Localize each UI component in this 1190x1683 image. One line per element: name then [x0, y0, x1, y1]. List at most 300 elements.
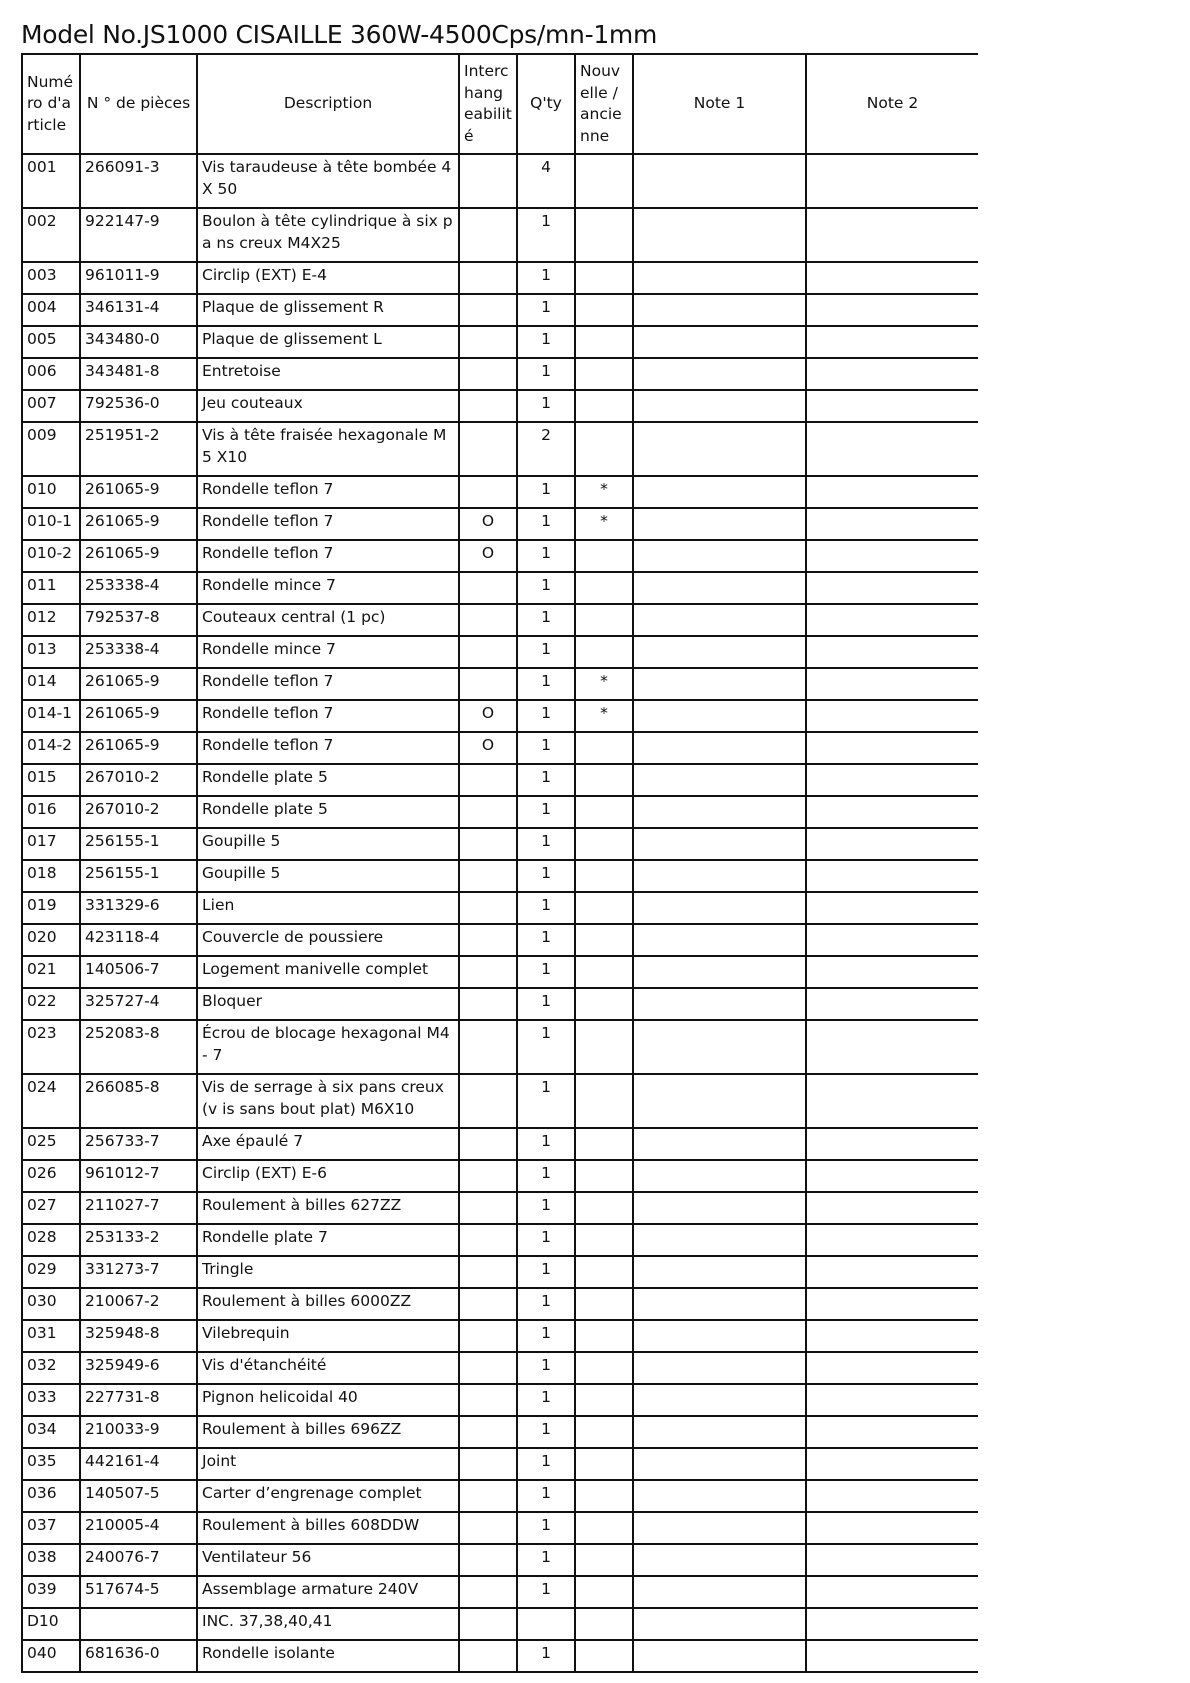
cell-interchangeability: [459, 1020, 517, 1074]
cell-new-old: [575, 796, 633, 828]
cell-quantity: 1: [517, 1448, 575, 1480]
parts-table-body: [22, 154, 978, 1672]
cell-interchangeability: [459, 390, 517, 422]
cell-description: Entretoise: [197, 358, 459, 390]
cell-item-number: 022: [22, 988, 80, 1020]
cell-quantity: 1: [517, 764, 575, 796]
cell-note-1: [633, 924, 806, 956]
cell-note-1: [633, 1160, 806, 1192]
cell-note-2: [806, 358, 978, 390]
cell-note-1: [633, 1192, 806, 1224]
cell-interchangeability: [459, 636, 517, 668]
cell-note-1: [633, 1128, 806, 1160]
cell-note-2: [806, 1256, 978, 1288]
cell-note-1: [633, 1020, 806, 1074]
cell-note-2: [806, 796, 978, 828]
cell-part-number: 922147-9: [80, 208, 197, 262]
cell-note-1: [633, 732, 806, 764]
cell-interchangeability: [459, 1576, 517, 1608]
cell-new-old: [575, 208, 633, 262]
cell-item-number: 034: [22, 1416, 80, 1448]
cell-part-number: 343480-0: [80, 326, 197, 358]
cell-item-number: 036: [22, 1480, 80, 1512]
cell-new-old: [575, 892, 633, 924]
cell-quantity: 1: [517, 208, 575, 262]
cell-item-number: 012: [22, 604, 80, 636]
cell-description: Rondelle isolante: [197, 1640, 459, 1672]
cell-item-number: 014-2: [22, 732, 80, 764]
table-row: [22, 1416, 978, 1448]
table-row: [22, 154, 978, 208]
cell-description: Vis à tête fraisée hexagonale M5 X10: [197, 422, 459, 476]
cell-description: Jeu couteaux: [197, 390, 459, 422]
cell-item-number: 031: [22, 1320, 80, 1352]
cell-interchangeability: [459, 326, 517, 358]
table-row: [22, 422, 978, 476]
cell-new-old: [575, 1320, 633, 1352]
cell-item-number: 019: [22, 892, 80, 924]
cell-item-number: 007: [22, 390, 80, 422]
cell-part-number: 256733-7: [80, 1128, 197, 1160]
cell-part-number: 256155-1: [80, 828, 197, 860]
table-row: [22, 1480, 978, 1512]
cell-description: Rondelle teflon 7: [197, 508, 459, 540]
cell-note-2: [806, 828, 978, 860]
cell-new-old: [575, 1074, 633, 1128]
cell-part-number: 343481-8: [80, 358, 197, 390]
column-header-item-number: Numé ro d'a rticle: [22, 54, 80, 154]
cell-interchangeability: [459, 1480, 517, 1512]
cell-item-number: 038: [22, 1544, 80, 1576]
cell-item-number: 039: [22, 1576, 80, 1608]
column-header-interchangeability: Interc hang eabilit é: [459, 54, 517, 154]
cell-interchangeability: [459, 796, 517, 828]
cell-interchangeability: [459, 1416, 517, 1448]
cell-quantity: 1: [517, 828, 575, 860]
cell-item-number: 025: [22, 1128, 80, 1160]
cell-quantity: [517, 1608, 575, 1640]
cell-description: Rondelle plate 5: [197, 796, 459, 828]
cell-new-old: [575, 1352, 633, 1384]
cell-note-1: [633, 892, 806, 924]
cell-item-number: 001: [22, 154, 80, 208]
cell-interchangeability: O: [459, 732, 517, 764]
cell-interchangeability: [459, 1320, 517, 1352]
cell-description: Circlip (EXT) E-4: [197, 262, 459, 294]
cell-description: Plaque de glissement R: [197, 294, 459, 326]
cell-description: Roulement à billes 627ZZ: [197, 1192, 459, 1224]
cell-quantity: 1: [517, 1224, 575, 1256]
cell-part-number: 792536-0: [80, 390, 197, 422]
cell-part-number: 961011-9: [80, 262, 197, 294]
table-row: [22, 1448, 978, 1480]
cell-note-2: [806, 294, 978, 326]
cell-item-number: 013: [22, 636, 80, 668]
cell-description: INC. 37,38,40,41: [197, 1608, 459, 1640]
cell-interchangeability: [459, 572, 517, 604]
cell-part-number: 325949-6: [80, 1352, 197, 1384]
cell-part-number: 331273-7: [80, 1256, 197, 1288]
cell-note-2: [806, 1608, 978, 1640]
cell-note-2: [806, 700, 978, 732]
cell-note-2: [806, 572, 978, 604]
cell-description: Rondelle teflon 7: [197, 476, 459, 508]
cell-note-1: [633, 1640, 806, 1672]
cell-new-old: *: [575, 700, 633, 732]
cell-part-number: 681636-0: [80, 1640, 197, 1672]
cell-note-2: [806, 956, 978, 988]
cell-interchangeability: [459, 1384, 517, 1416]
cell-note-1: [633, 262, 806, 294]
column-header-note-2: Note 2: [806, 54, 978, 154]
cell-part-number: 792537-8: [80, 604, 197, 636]
cell-note-1: [633, 636, 806, 668]
cell-quantity: 1: [517, 1512, 575, 1544]
cell-description: Couvercle de poussiere: [197, 924, 459, 956]
cell-item-number: 010-1: [22, 508, 80, 540]
cell-item-number: 026: [22, 1160, 80, 1192]
cell-note-1: [633, 1320, 806, 1352]
cell-note-1: [633, 476, 806, 508]
cell-interchangeability: [459, 956, 517, 988]
cell-quantity: 1: [517, 1128, 575, 1160]
cell-quantity: 1: [517, 1352, 575, 1384]
cell-note-1: [633, 860, 806, 892]
cell-interchangeability: [459, 1128, 517, 1160]
cell-description: Écrou de blocage hexagonal M4- 7: [197, 1020, 459, 1074]
cell-description: Tringle: [197, 1256, 459, 1288]
cell-note-2: [806, 1384, 978, 1416]
cell-quantity: 1: [517, 1384, 575, 1416]
cell-quantity: 1: [517, 1288, 575, 1320]
cell-description: Rondelle mince 7: [197, 572, 459, 604]
cell-new-old: [575, 1160, 633, 1192]
cell-interchangeability: O: [459, 700, 517, 732]
cell-part-number: 253338-4: [80, 636, 197, 668]
cell-note-2: [806, 1352, 978, 1384]
cell-quantity: 1: [517, 262, 575, 294]
cell-note-2: [806, 1320, 978, 1352]
cell-note-1: [633, 956, 806, 988]
cell-quantity: 1: [517, 476, 575, 508]
cell-note-1: [633, 1074, 806, 1128]
cell-quantity: 1: [517, 1320, 575, 1352]
cell-quantity: 1: [517, 732, 575, 764]
cell-quantity: 1: [517, 1576, 575, 1608]
table-row: [22, 1544, 978, 1576]
cell-interchangeability: [459, 1192, 517, 1224]
cell-quantity: 1: [517, 1416, 575, 1448]
table-row: [22, 1352, 978, 1384]
cell-interchangeability: [459, 1448, 517, 1480]
cell-note-2: [806, 154, 978, 208]
cell-note-2: [806, 1020, 978, 1074]
cell-note-2: [806, 1576, 978, 1608]
column-header-quantity: Q'ty: [517, 54, 575, 154]
table-row: [22, 1288, 978, 1320]
cell-new-old: *: [575, 476, 633, 508]
cell-note-2: [806, 732, 978, 764]
cell-note-2: [806, 1192, 978, 1224]
table-row: [22, 796, 978, 828]
table-row: [22, 1020, 978, 1074]
cell-item-number: 029: [22, 1256, 80, 1288]
cell-note-1: [633, 1576, 806, 1608]
cell-note-1: [633, 668, 806, 700]
cell-interchangeability: [459, 1160, 517, 1192]
cell-description: Rondelle teflon 7: [197, 540, 459, 572]
table-row: [22, 860, 978, 892]
cell-note-1: [633, 1480, 806, 1512]
table-row: [22, 390, 978, 422]
cell-item-number: 040: [22, 1640, 80, 1672]
cell-description: Rondelle teflon 7: [197, 700, 459, 732]
cell-new-old: [575, 636, 633, 668]
cell-note-1: [633, 1352, 806, 1384]
cell-part-number: 325727-4: [80, 988, 197, 1020]
cell-note-2: [806, 422, 978, 476]
cell-note-1: [633, 294, 806, 326]
cell-part-number: 251951-2: [80, 422, 197, 476]
cell-note-2: [806, 604, 978, 636]
cell-item-number: 037: [22, 1512, 80, 1544]
cell-interchangeability: O: [459, 508, 517, 540]
cell-note-1: [633, 1512, 806, 1544]
cell-note-2: [806, 860, 978, 892]
cell-description: Lien: [197, 892, 459, 924]
cell-note-1: [633, 604, 806, 636]
cell-part-number: 253338-4: [80, 572, 197, 604]
cell-note-2: [806, 262, 978, 294]
cell-quantity: 1: [517, 700, 575, 732]
cell-description: Axe épaulé 7: [197, 1128, 459, 1160]
column-header-new-old: Nouv elle / ancie nne: [575, 54, 633, 154]
cell-item-number: 017: [22, 828, 80, 860]
cell-note-1: [633, 540, 806, 572]
cell-part-number: [80, 1608, 197, 1640]
cell-interchangeability: [459, 668, 517, 700]
cell-note-2: [806, 1448, 978, 1480]
cell-part-number: 961012-7: [80, 1160, 197, 1192]
cell-quantity: 1: [517, 358, 575, 390]
cell-note-2: [806, 988, 978, 1020]
table-row: [22, 294, 978, 326]
cell-new-old: [575, 828, 633, 860]
cell-note-1: [633, 1288, 806, 1320]
cell-new-old: [575, 1384, 633, 1416]
cell-note-1: [633, 154, 806, 208]
cell-interchangeability: [459, 358, 517, 390]
cell-note-2: [806, 636, 978, 668]
cell-quantity: 1: [517, 796, 575, 828]
cell-part-number: 261065-9: [80, 508, 197, 540]
cell-part-number: 211027-7: [80, 1192, 197, 1224]
cell-new-old: [575, 1020, 633, 1074]
cell-part-number: 256155-1: [80, 860, 197, 892]
cell-note-1: [633, 208, 806, 262]
column-header-description: Description: [197, 54, 459, 154]
cell-interchangeability: [459, 476, 517, 508]
cell-item-number: D10: [22, 1608, 80, 1640]
cell-part-number: 266091-3: [80, 154, 197, 208]
cell-note-1: [633, 422, 806, 476]
cell-part-number: 267010-2: [80, 764, 197, 796]
cell-new-old: [575, 988, 633, 1020]
cell-description: Roulement à billes 6000ZZ: [197, 1288, 459, 1320]
cell-description: Roulement à billes 608DDW: [197, 1512, 459, 1544]
cell-new-old: [575, 1256, 633, 1288]
cell-item-number: 027: [22, 1192, 80, 1224]
cell-part-number: 253133-2: [80, 1224, 197, 1256]
cell-interchangeability: [459, 1352, 517, 1384]
table-row: [22, 956, 978, 988]
cell-interchangeability: [459, 1544, 517, 1576]
cell-description: Plaque de glissement L: [197, 326, 459, 358]
parts-table: [21, 53, 978, 1673]
cell-description: Logement manivelle complet: [197, 956, 459, 988]
cell-interchangeability: [459, 604, 517, 636]
cell-note-2: [806, 476, 978, 508]
table-row: [22, 262, 978, 294]
cell-quantity: 1: [517, 860, 575, 892]
cell-part-number: 517674-5: [80, 1576, 197, 1608]
cell-description: Vis de serrage à six pans creux (v is sans bout plat) M6X10: [197, 1074, 459, 1128]
cell-note-2: [806, 1480, 978, 1512]
cell-quantity: 1: [517, 540, 575, 572]
cell-item-number: 032: [22, 1352, 80, 1384]
cell-part-number: 261065-9: [80, 476, 197, 508]
cell-note-1: [633, 1224, 806, 1256]
cell-new-old: [575, 572, 633, 604]
cell-part-number: 252083-8: [80, 1020, 197, 1074]
cell-quantity: 1: [517, 1160, 575, 1192]
cell-note-2: [806, 326, 978, 358]
table-row: [22, 1512, 978, 1544]
cell-description: Assemblage armature 240V: [197, 1576, 459, 1608]
table-row: [22, 1256, 978, 1288]
cell-note-1: [633, 572, 806, 604]
cell-interchangeability: [459, 764, 517, 796]
table-row: [22, 208, 978, 262]
cell-description: Joint: [197, 1448, 459, 1480]
cell-interchangeability: [459, 828, 517, 860]
cell-new-old: [575, 956, 633, 988]
cell-quantity: 1: [517, 956, 575, 988]
cell-part-number: 261065-9: [80, 700, 197, 732]
cell-part-number: 210005-4: [80, 1512, 197, 1544]
cell-item-number: 023: [22, 1020, 80, 1074]
cell-description: Rondelle plate 7: [197, 1224, 459, 1256]
table-row: [22, 358, 978, 390]
cell-description: Rondelle teflon 7: [197, 732, 459, 764]
table-row: [22, 668, 978, 700]
cell-description: Goupille 5: [197, 828, 459, 860]
table-row: [22, 924, 978, 956]
cell-note-1: [633, 358, 806, 390]
cell-quantity: 1: [517, 636, 575, 668]
table-row: [22, 326, 978, 358]
cell-description: Carter d’engrenage complet: [197, 1480, 459, 1512]
cell-new-old: [575, 422, 633, 476]
cell-description: Rondelle teflon 7: [197, 668, 459, 700]
cell-interchangeability: [459, 294, 517, 326]
table-header-row: [22, 54, 978, 154]
cell-part-number: 261065-9: [80, 732, 197, 764]
table-row: [22, 1384, 978, 1416]
cell-note-2: [806, 1074, 978, 1128]
cell-interchangeability: [459, 1224, 517, 1256]
table-row: [22, 1192, 978, 1224]
cell-description: Vilebrequin: [197, 1320, 459, 1352]
cell-note-2: [806, 668, 978, 700]
cell-interchangeability: [459, 154, 517, 208]
cell-quantity: 1: [517, 1074, 575, 1128]
cell-note-2: [806, 1128, 978, 1160]
cell-item-number: 033: [22, 1384, 80, 1416]
table-row: [22, 1160, 978, 1192]
cell-item-number: 009: [22, 422, 80, 476]
cell-new-old: *: [575, 668, 633, 700]
cell-new-old: [575, 1224, 633, 1256]
column-header-note-1: Note 1: [633, 54, 806, 154]
table-row: [22, 636, 978, 668]
cell-part-number: 325948-8: [80, 1320, 197, 1352]
cell-note-2: [806, 1512, 978, 1544]
cell-note-2: [806, 1160, 978, 1192]
cell-part-number: 346131-4: [80, 294, 197, 326]
page-title: Model No.JS1000 CISAILLE 360W-4500Cps/mn-1mm: [21, 20, 658, 49]
cell-note-1: [633, 1384, 806, 1416]
cell-interchangeability: [459, 892, 517, 924]
cell-quantity: 1: [517, 668, 575, 700]
table-row: [22, 1576, 978, 1608]
table-row: [22, 476, 978, 508]
cell-interchangeability: [459, 1512, 517, 1544]
cell-new-old: [575, 1576, 633, 1608]
table-row: [22, 892, 978, 924]
cell-note-2: [806, 892, 978, 924]
cell-note-1: [633, 1448, 806, 1480]
cell-note-2: [806, 540, 978, 572]
cell-new-old: *: [575, 508, 633, 540]
cell-description: Bloquer: [197, 988, 459, 1020]
cell-note-1: [633, 764, 806, 796]
table-row: [22, 1224, 978, 1256]
cell-new-old: [575, 1544, 633, 1576]
cell-note-1: [633, 1416, 806, 1448]
cell-quantity: 1: [517, 604, 575, 636]
cell-item-number: 028: [22, 1224, 80, 1256]
cell-new-old: [575, 262, 633, 294]
cell-quantity: 1: [517, 1480, 575, 1512]
cell-item-number: 010: [22, 476, 80, 508]
cell-item-number: 014-1: [22, 700, 80, 732]
cell-new-old: [575, 1640, 633, 1672]
cell-item-number: 005: [22, 326, 80, 358]
cell-note-2: [806, 1224, 978, 1256]
cell-new-old: [575, 924, 633, 956]
cell-note-1: [633, 508, 806, 540]
cell-quantity: 2: [517, 422, 575, 476]
cell-note-1: [633, 390, 806, 422]
cell-item-number: 018: [22, 860, 80, 892]
cell-item-number: 014: [22, 668, 80, 700]
cell-interchangeability: [459, 1608, 517, 1640]
cell-note-2: [806, 390, 978, 422]
table-row: [22, 508, 978, 540]
cell-note-2: [806, 1416, 978, 1448]
cell-quantity: 1: [517, 572, 575, 604]
